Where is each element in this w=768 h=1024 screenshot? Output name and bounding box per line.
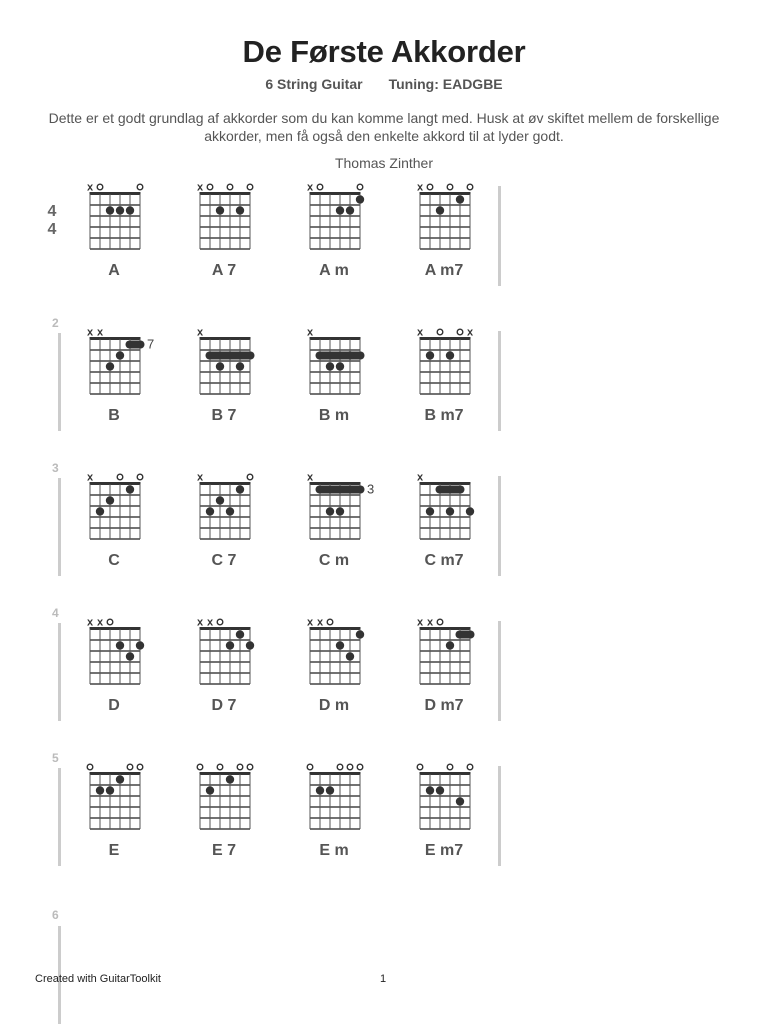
fret-position-label: 7: [147, 336, 155, 352]
tuning-label: Tuning: EADGBE: [388, 76, 503, 92]
open-string-mark: [137, 184, 143, 190]
chord-diagram[interactable]: [409, 615, 479, 725]
chord-chart: [299, 180, 369, 260]
muted-string-mark: x: [86, 181, 94, 194]
chord-diagram[interactable]: [299, 325, 369, 435]
chord-diagram[interactable]: [189, 760, 259, 870]
footer-credit: Created with GuitarToolkit: [35, 973, 161, 985]
open-string-mark: [137, 764, 143, 770]
open-string-mark: [207, 184, 213, 190]
chord-diagram[interactable]: [79, 470, 149, 580]
finger-dot: [236, 485, 244, 493]
barre: [436, 486, 465, 494]
barre: [456, 631, 475, 639]
finger-dot: [206, 507, 214, 515]
open-string-mark: [197, 764, 203, 770]
muted-string-mark: x: [306, 616, 314, 629]
finger-dot: [446, 351, 454, 359]
finger-dot: [446, 641, 454, 649]
measure-end-barline: [498, 476, 501, 576]
chord-name: D m7: [424, 697, 464, 714]
finger-dot: [116, 206, 124, 214]
chord-name: A m: [319, 262, 349, 279]
finger-dot: [106, 496, 114, 504]
finger-dot: [346, 652, 354, 660]
finger-dot: [236, 206, 244, 214]
nut: [200, 772, 251, 775]
chord-chart: [189, 325, 259, 405]
measure-number: 2: [52, 316, 59, 330]
open-string-mark: [467, 184, 473, 190]
chord-diagram[interactable]: [189, 325, 259, 435]
chord-name: B: [108, 407, 120, 424]
finger-dot: [446, 507, 454, 515]
open-string-mark: [447, 764, 453, 770]
measure-start-barline: [58, 623, 61, 721]
author: Thomas Zinther: [334, 155, 434, 171]
chord-chart: [299, 325, 369, 405]
open-string-mark: [347, 764, 353, 770]
finger-dot: [456, 195, 464, 203]
muted-string-mark: x: [86, 471, 94, 484]
chord-name: E 7: [211, 842, 236, 859]
chord-chart: [79, 615, 149, 695]
finger-dot: [106, 206, 114, 214]
finger-dot: [346, 351, 354, 359]
finger-dot: [456, 797, 464, 805]
open-string-mark: [467, 764, 473, 770]
muted-string-mark: x: [196, 326, 204, 339]
finger-dot: [116, 641, 124, 649]
muted-string-mark: x: [306, 326, 314, 339]
chord-chart: [189, 470, 259, 550]
chord-name: B m: [318, 407, 350, 424]
nut: [200, 482, 251, 485]
chord-chart: [79, 180, 149, 260]
open-string-mark: [327, 619, 333, 625]
fret-position-label: 3: [367, 481, 375, 497]
measure-start-barline: [58, 333, 61, 431]
nut: [420, 482, 471, 485]
muted-string-mark: x: [416, 616, 424, 629]
muted-string-mark: x: [196, 181, 204, 194]
finger-dot: [326, 507, 334, 515]
muted-string-mark: x: [416, 181, 424, 194]
nut: [200, 337, 251, 340]
open-string-mark: [247, 184, 253, 190]
chord-diagram[interactable]: [409, 760, 479, 870]
finger-dot: [106, 362, 114, 370]
open-string-mark: [217, 619, 223, 625]
open-string-mark: [217, 764, 223, 770]
muted-string-mark: x: [416, 326, 424, 339]
chord-name: C m7: [424, 552, 464, 569]
open-string-mark: [427, 184, 433, 190]
chord-name: E: [108, 842, 120, 859]
open-string-mark: [447, 184, 453, 190]
chord-chart: [189, 180, 259, 260]
open-string-mark: [107, 619, 113, 625]
open-string-mark: [437, 329, 443, 335]
chord-diagram[interactable]: [409, 470, 479, 580]
finger-dot: [126, 652, 134, 660]
nut: [310, 482, 361, 485]
nut: [420, 337, 471, 340]
finger-dot: [216, 206, 224, 214]
measure-start-barline: [58, 768, 61, 866]
open-string-mark: [87, 764, 93, 770]
finger-dot: [346, 206, 354, 214]
nut: [420, 772, 471, 775]
muted-string-mark: x: [206, 616, 214, 629]
chord-chart: [409, 615, 479, 695]
finger-dot: [326, 786, 334, 794]
nut: [90, 482, 141, 485]
chord-diagram[interactable]: [189, 470, 259, 580]
chord-diagram[interactable]: [79, 760, 149, 870]
muted-string-mark: x: [316, 616, 324, 629]
finger-dot: [246, 641, 254, 649]
nut: [90, 192, 141, 195]
chord-chart: [79, 760, 149, 840]
time-signature: [45, 203, 59, 239]
chord-name: D: [108, 697, 120, 714]
open-string-mark: [127, 764, 133, 770]
finger-dot: [116, 351, 124, 359]
nut: [310, 772, 361, 775]
open-string-mark: [307, 764, 313, 770]
open-string-mark: [337, 764, 343, 770]
measure-end-barline: [498, 186, 501, 286]
muted-string-mark: x: [196, 471, 204, 484]
finger-dot: [426, 786, 434, 794]
instrument-label: 6 String Guitar: [265, 76, 363, 92]
finger-dot: [426, 351, 434, 359]
muted-string-mark: x: [306, 471, 314, 484]
measure-number: 4: [52, 606, 59, 620]
chord-name: A m7: [424, 262, 464, 279]
nut: [420, 192, 471, 195]
chord-name: B m7: [424, 407, 464, 424]
open-string-mark: [97, 184, 103, 190]
chord-name: C 7: [211, 552, 237, 569]
finger-dot: [126, 206, 134, 214]
open-string-mark: [227, 184, 233, 190]
measure-end-barline: [498, 766, 501, 866]
chord-diagram[interactable]: [189, 615, 259, 725]
chord-diagram[interactable]: [299, 760, 369, 870]
finger-dot: [226, 507, 234, 515]
barre: [316, 486, 365, 494]
chord-diagram[interactable]: [409, 180, 479, 290]
muted-string-mark: x: [426, 616, 434, 629]
finger-dot: [216, 496, 224, 504]
chord-name: B 7: [211, 407, 237, 424]
chord-name: A 7: [211, 262, 237, 279]
nut: [200, 192, 251, 195]
chord-name: E m7: [424, 842, 464, 859]
finger-dot: [216, 362, 224, 370]
measure-start-barline: [58, 478, 61, 576]
finger-dot: [336, 362, 344, 370]
finger-dot: [316, 786, 324, 794]
chord-chart: [299, 615, 369, 695]
chord-chart: [409, 760, 479, 840]
finger-dot: [436, 206, 444, 214]
nut: [90, 772, 141, 775]
finger-dot: [96, 786, 104, 794]
chord-name: C m: [318, 552, 350, 569]
chord-chart: [79, 325, 155, 405]
finger-dot: [466, 507, 474, 515]
muted-string-mark: x: [466, 326, 474, 339]
finger-dot: [236, 630, 244, 638]
chord-chart: [409, 470, 479, 550]
chord-chart: [409, 325, 479, 405]
finger-dot: [436, 786, 444, 794]
chord-name: D 7: [211, 697, 237, 714]
open-string-mark: [437, 619, 443, 625]
nut: [310, 192, 361, 195]
finger-dot: [236, 362, 244, 370]
open-string-mark: [417, 764, 423, 770]
barre: [126, 341, 145, 349]
chord-name: C: [108, 552, 120, 569]
measure-end-barline: [498, 621, 501, 721]
description: Dette er et godt grundlag af akkorder som du kan komme langt med. Husk at øv skiftet mellem de forskellige akkorder, men få også den enkelte akkord til at lyder godt.: [48, 110, 720, 144]
barre: [206, 352, 255, 360]
muted-string-mark: x: [416, 471, 424, 484]
muted-string-mark: x: [96, 326, 104, 339]
chord-chart: [189, 615, 259, 695]
page-number: 1: [380, 973, 387, 985]
finger-dot: [336, 641, 344, 649]
finger-dot: [116, 775, 124, 783]
finger-dot: [326, 362, 334, 370]
finger-dot: [106, 786, 114, 794]
finger-dot: [126, 485, 134, 493]
song-title: De Første Akkorder: [242, 34, 526, 69]
chord-diagram[interactable]: [79, 615, 149, 725]
measure-number: 5: [52, 751, 59, 765]
chord-diagram[interactable]: [409, 325, 479, 435]
finger-dot: [136, 641, 144, 649]
muted-string-mark: x: [86, 326, 94, 339]
chord-diagram[interactable]: [79, 325, 155, 435]
open-string-mark: [247, 764, 253, 770]
open-string-mark: [117, 474, 123, 480]
finger-dot: [336, 507, 344, 515]
finger-dot: [356, 195, 364, 203]
time-signature-bottom: 4: [47, 221, 57, 238]
finger-dot: [356, 630, 364, 638]
chord-name: A: [108, 262, 120, 279]
finger-dot: [226, 641, 234, 649]
muted-string-mark: x: [86, 616, 94, 629]
chord-name: D m: [318, 697, 350, 714]
measure-number: 6: [52, 908, 59, 922]
finger-dot: [206, 786, 214, 794]
finger-dot: [336, 206, 344, 214]
finger-dot: [226, 775, 234, 783]
open-string-mark: [247, 474, 253, 480]
chord-chart: [409, 180, 479, 260]
subtitle: [0, 76, 768, 92]
open-string-mark: [237, 764, 243, 770]
open-string-mark: [137, 474, 143, 480]
chord-chart: [299, 760, 369, 840]
finger-dot: [426, 507, 434, 515]
chord-chart: [299, 470, 375, 550]
measure-end-barline: [498, 331, 501, 431]
barre: [316, 352, 365, 360]
muted-string-mark: x: [96, 616, 104, 629]
chord-diagram[interactable]: [299, 615, 369, 725]
open-string-mark: [357, 764, 363, 770]
muted-string-mark: x: [196, 616, 204, 629]
chord-chart: [189, 760, 259, 840]
chord-name: E m: [319, 842, 349, 859]
time-signature-top: 4: [47, 203, 57, 220]
measure-number: 3: [52, 461, 59, 475]
chord-diagram[interactable]: [79, 180, 149, 290]
finger-dot: [96, 507, 104, 515]
chord-diagram[interactable]: [299, 180, 369, 290]
open-string-mark: [357, 184, 363, 190]
open-string-mark: [317, 184, 323, 190]
chord-diagram[interactable]: [299, 470, 375, 580]
open-string-mark: [457, 329, 463, 335]
muted-string-mark: x: [306, 181, 314, 194]
chord-chart: [79, 470, 149, 550]
nut: [310, 337, 361, 340]
chord-diagram[interactable]: [189, 180, 259, 290]
